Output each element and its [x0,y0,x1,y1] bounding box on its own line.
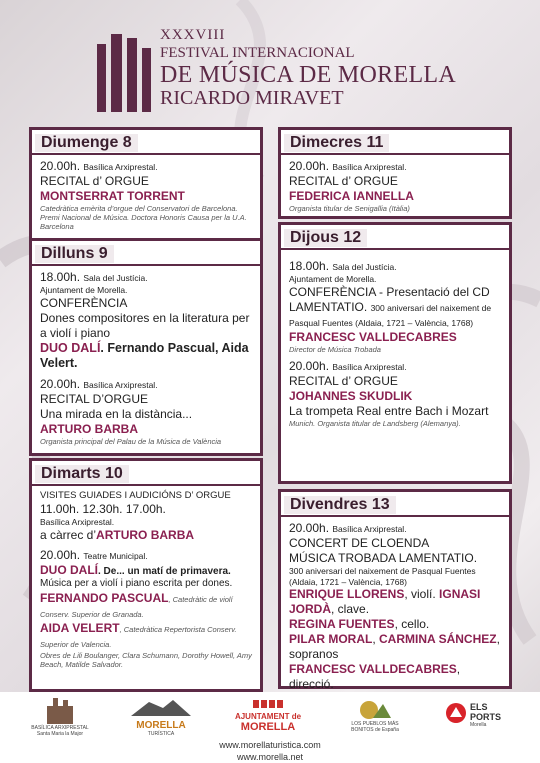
artist-bio: , Catedràtic de violí Conserv. Superior de Granada. [40,594,233,619]
event-time: 20.00h. [289,521,330,535]
sponsor-logos [0,694,540,736]
event-topic: Una mirada en la distància... [40,406,193,421]
event-place: Teatre Municipal. [83,550,148,561]
performer-role: , cello. [394,617,430,632]
els-ports-logo [445,702,505,728]
event-type: CONFERÈNCIA [40,295,128,310]
artist: FRANCESC VALLDECABRES [289,329,457,344]
performer-role: , direcció. [289,662,461,692]
organ-pipes-logo [97,34,151,112]
artist: ARTURO BARBA [40,421,138,436]
ajuntament-logo [228,700,308,733]
edition: XXXVIII [160,27,226,43]
day-title: Divendres 13 [284,496,396,514]
artist: ARTURO BARBA [96,527,195,542]
performer: PILAR MORAL [289,632,373,647]
footer-urls [0,740,540,763]
event-place-detail: Ajuntament de Morella. [289,274,377,284]
title-line3: RICARDO MIRAVET [160,87,344,109]
performer-role: , clave. [331,602,370,617]
artist-bio: Organista titular de Senigallia (Itàlia) [289,204,410,213]
title-line1: FESTIVAL INTERNACIONAL [160,45,355,61]
event-place: Basílica Arxiprestal. [40,516,115,527]
pueblos-bonitos-logo [340,698,410,733]
artist-bio: Organista principal del Palau de la Música de València [40,436,222,446]
logo-subtext: TURÍSTICA [147,731,175,737]
day-card-dimecres [278,127,512,219]
artist: MONTSERRAT TORRENT [40,189,185,203]
artist-bio: Munich. Organista titular de Landsberg (Alemanya). [289,418,461,428]
url-morella[interactable]: www.morella.net [236,751,304,762]
event-type: VISITES GUIADES I AUDICIÓNS D’ ORGUE [40,490,231,501]
event-type: RECITAL d’ ORGUE [40,174,149,188]
crest-icon [253,700,283,710]
castle-icon [129,696,193,718]
morella-turistica-logo [125,696,197,737]
event-time: 20.00h. [289,159,330,173]
logo-subtext: Morella [470,722,487,728]
performer: REGINA FUENTES [289,617,395,632]
logo-text: ELS PORTS [470,702,502,722]
event-place: Basílica Arxiprestal. [332,162,407,172]
event-place: Basílica Arxiprestal. [83,162,158,172]
festival-header [0,0,540,120]
day-title: Dilluns 9 [35,245,114,263]
event-type: RECITAL D’ORGUE [40,391,149,406]
performer-role: , sopranos [289,632,500,662]
artist-bio: , Catedràtica Repertorista Conserv. Superior de Valencia. [40,624,237,649]
day-card-dijous [278,222,512,484]
event-time: 20.00h. [40,547,81,562]
day-title: Dimecres 11 [284,134,389,152]
artist-bio: Director de Música Trobada [289,344,381,354]
day-title: Dijous 12 [284,229,367,247]
event-topic: Dones compositores en la literatura per a violí i piano [40,310,250,340]
artist: JOHANNES SKUDLIK [289,388,413,403]
works-list: Obres de Lili Boulanger, Clara Schumann, Dorothy Howell, Amy Beach, Matilde Salvador. [40,650,252,669]
logo-text: AJUNTAMENT de [234,712,302,721]
performer: FRANCESC VALLDECABRES [289,662,457,677]
event-place: Basílica Arxiprestal. [332,361,407,372]
performer: CARMINA SÁNCHEZ [379,632,497,647]
event-type: RECITAL d’ ORGUE [289,373,398,388]
artist: AIDA VELERT [40,620,120,635]
village-icon [359,698,391,720]
url-turistica[interactable]: www.morellaturistica.com [219,740,321,750]
church-icon [43,696,77,724]
els-ports-icon [445,702,467,724]
logo-text: LOS PUEBLOS MÁS BONITOS de España [351,721,399,733]
event-times: 11.00h. 12.30h. 17.00h. [40,501,166,516]
artist: DUO DALÍ [40,340,101,355]
event-time: 18.00h. [40,270,81,284]
artist-bio: Catedràtica emèrita d’orgue del Conservatori de Barcelona. Premi Nacional de Música. Doctora Honoris Causa per la U.A. Barcelona [40,204,247,231]
event-topic-detail: 300 aniversari del naixement de Pasqual Fuentes (Aldaia, 1721 – València, 1768) [289,302,492,328]
day-title: Dimarts 10 [35,465,129,483]
event-topic: LAMENTATIO. [289,299,368,314]
artist: FERNANDO PASCUAL [40,590,169,605]
event-time: 20.00h. [40,159,81,173]
title-line2: DE MÚSICA DE MORELLA [160,62,457,88]
performer: IGNASI JORDÀ [289,587,481,617]
event-place: Sala del Justícia. [83,273,148,283]
day-title: Diumenge 8 [35,134,138,152]
logo-text: BASÍLICA ARXIPRESTAL Santa Maria la Major [31,725,89,737]
logo-text: MORELLA [136,720,186,731]
event-type: CONFERÈNCIA - Presentació del CD [289,284,490,299]
day-card-divendres [278,489,512,692]
performer-role: , violí. [404,587,436,602]
artist: FEDERICA IANNELLA [289,189,414,203]
event-time: 20.00h. [289,358,330,373]
event-type: CONCERT DE CLOENDA [289,536,430,550]
day-card-diumenge [29,127,263,241]
event-time: 18.00h. [289,259,330,273]
performer-separator: , [372,632,376,647]
day-card-dilluns [29,238,263,456]
day-card-dimarts [29,458,263,692]
artist: DUO DALÍ [40,562,98,577]
event-topic: La trompeta Real entre Bach i Mozart [289,403,489,418]
basilica-logo [30,696,90,737]
event-type: RECITAL d’ ORGUE [289,174,398,188]
event-place: Basílica Arxiprestal. [83,379,158,390]
event-place: Sala del Justícia. [332,262,397,272]
logo-text-2: MORELLA [240,721,296,733]
event-topic-detail: 300 aniversari del naixement de Pasqual Fuentes (Aldaia, 1721 – València, 1768) [289,566,476,587]
event-place: Basílica Arxiprestal. [332,524,407,534]
artist-detail: . Fernando Pascual, Aida Velert. [40,340,249,371]
event-topic: . De... un matí de primavera. [98,565,231,577]
event-description: Música per a violí i piano escrita per dones. [40,578,233,589]
performer: ENRIQUE LLORENS [289,587,405,602]
event-time: 20.00h. [40,376,81,391]
event-place-detail: Ajuntament de Morella. [40,285,128,295]
festival-title [160,28,456,108]
guide-label: a càrrec d’ [40,527,97,542]
event-topic: MÚSICA TROBADA LAMENTATIO. [289,551,478,565]
